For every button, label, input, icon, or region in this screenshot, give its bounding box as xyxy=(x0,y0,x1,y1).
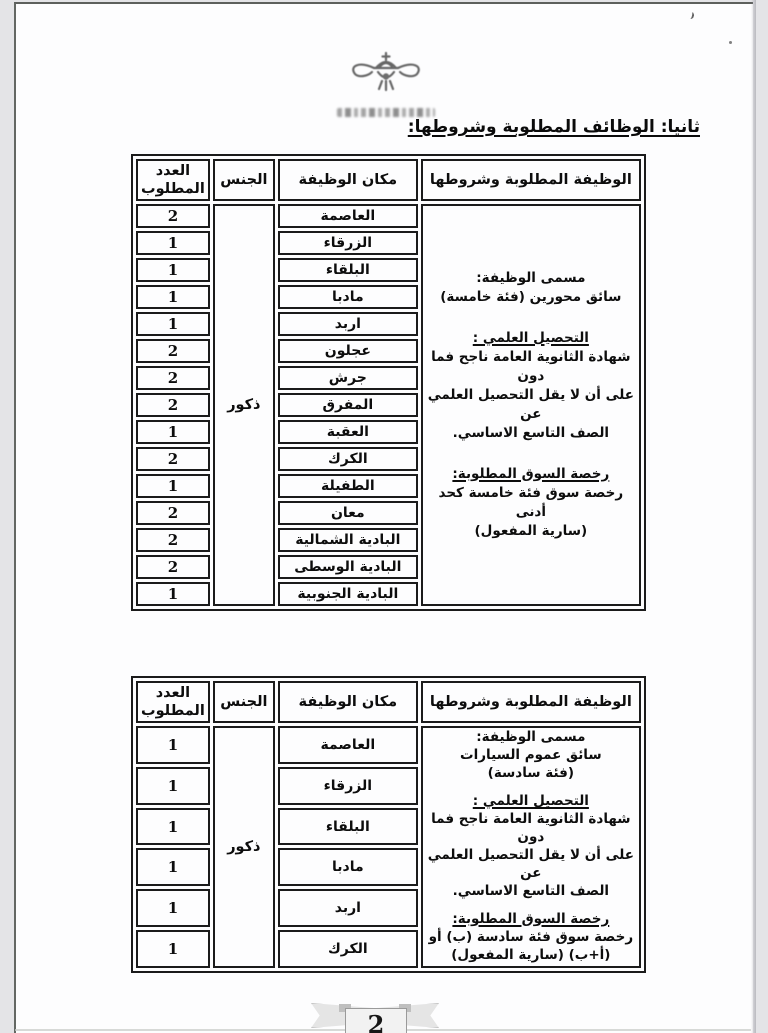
column-header: الوظيفة المطلوبة وشروطها xyxy=(421,681,641,723)
education-label: التحصيل العلمي : xyxy=(472,793,589,810)
location-cell: الطفيلة xyxy=(278,474,418,498)
header-row xyxy=(136,159,641,201)
page-number-ribbon xyxy=(311,1000,439,1033)
column-header: العدد المطلوب xyxy=(136,681,210,723)
gender-cell: ذكور xyxy=(213,726,275,967)
count-cell: 1 xyxy=(136,474,210,498)
location-cell: مادبا xyxy=(278,848,418,886)
education-line: شهادة الثانوية العامة ناجح فما دون xyxy=(431,811,631,846)
column-header: العدد المطلوب xyxy=(136,159,210,201)
column-header: الوظيفة المطلوبة وشروطها xyxy=(421,159,641,201)
location-cell: مادبا xyxy=(278,285,418,309)
location-cell: البادية الجنوبية xyxy=(278,582,418,606)
count-cell: 1 xyxy=(136,312,210,336)
column-header: الجنس xyxy=(213,159,275,201)
location-cell: البلقاء xyxy=(278,258,418,282)
location-cell: اربد xyxy=(278,889,418,927)
location-cell: اربد xyxy=(278,312,418,336)
location-cell: المفرق xyxy=(278,393,418,417)
table-row xyxy=(136,726,641,764)
count-cell: 2 xyxy=(136,339,210,363)
page-title: ثانيا: الوظائف المطلوبة وشروطها: xyxy=(407,117,700,137)
license-label: رخصة السوق المطلوبة: xyxy=(452,465,610,482)
logo-caption-text-blurred xyxy=(337,108,435,117)
location-cell: الزرقاء xyxy=(278,767,418,805)
education-line: شهادة الثانوية العامة ناجح فما دون xyxy=(431,348,631,384)
job-requirements-text xyxy=(426,729,636,964)
license-line: (سارية المفعول) xyxy=(474,523,588,540)
count-cell: 1 xyxy=(136,889,210,927)
count-cell: 1 xyxy=(136,420,210,444)
license-line: رخصة سوق فئة سادسة (ب) أو xyxy=(428,928,634,945)
job-title-line: سائق محورين (فئة خامسة) xyxy=(440,289,622,306)
count-cell: 1 xyxy=(136,231,210,255)
job-requirements-text xyxy=(426,269,636,541)
count-cell: 2 xyxy=(136,204,210,228)
education-label: التحصيل العلمي : xyxy=(472,329,589,346)
location-cell: الكرك xyxy=(278,447,418,471)
education-line: على أن لا يقل التحصيل العلمي عن xyxy=(427,387,634,423)
page-number: 2 xyxy=(367,1010,385,1033)
location-cell: البلقاء xyxy=(278,808,418,846)
table-row xyxy=(136,204,641,228)
page-number-box xyxy=(345,1008,407,1033)
count-cell: 1 xyxy=(136,767,210,805)
column-header: مكان الوظيفة xyxy=(278,681,418,723)
spacer xyxy=(426,783,636,793)
count-cell: 1 xyxy=(136,258,210,282)
education-line: على أن لا يقل التحصيل العلمي عن xyxy=(427,846,634,881)
count-cell: 1 xyxy=(136,808,210,846)
spacer xyxy=(426,444,636,465)
count-cell: 1 xyxy=(136,285,210,309)
spacer xyxy=(426,901,636,911)
spacer xyxy=(426,308,636,329)
jobs-table xyxy=(131,676,646,973)
count-cell: 2 xyxy=(136,555,210,579)
job-requirements-cell xyxy=(421,726,641,967)
education-line: الصف التاسع الاساسي. xyxy=(452,882,610,899)
column-header: الجنس xyxy=(213,681,275,723)
license-label: رخصة السوق المطلوبة: xyxy=(452,910,610,927)
royal-crest-icon xyxy=(338,50,434,102)
column-header: مكان الوظيفة xyxy=(278,159,418,201)
count-cell: 2 xyxy=(136,366,210,390)
location-cell: العاصمة xyxy=(278,204,418,228)
location-cell: الزرقاء xyxy=(278,231,418,255)
job-requirements-cell xyxy=(421,204,641,606)
jobs-table xyxy=(131,154,646,611)
location-cell: الكرك xyxy=(278,930,418,968)
location-cell: العقبة xyxy=(278,420,418,444)
count-cell: 1 xyxy=(136,848,210,886)
count-cell: 2 xyxy=(136,447,210,471)
document-header-logo xyxy=(328,50,444,117)
location-cell: البادية الوسطى xyxy=(278,555,418,579)
job-title-line: (فئة سادسة) xyxy=(487,765,574,782)
location-cell: البادية الشمالية xyxy=(278,528,418,552)
count-cell: 1 xyxy=(136,930,210,968)
job-title-line: سائق عموم السيارات xyxy=(460,747,602,764)
gender-cell: ذكور xyxy=(213,204,275,606)
scan-speck xyxy=(729,41,732,44)
job-title-label: مسمى الوظيفة: xyxy=(476,270,586,287)
license-line: رخصة سوق فئة خامسة كحد أدنى xyxy=(438,484,624,520)
jobs-table-1 xyxy=(131,154,646,611)
license-line: (أ+ب) (سارية المفعول) xyxy=(451,946,611,963)
location-cell: العاصمة xyxy=(278,726,418,764)
count-cell: 2 xyxy=(136,393,210,417)
education-line: الصف التاسع الاساسي. xyxy=(452,425,610,442)
header-row xyxy=(136,681,641,723)
count-cell: 2 xyxy=(136,501,210,525)
count-cell: 1 xyxy=(136,726,210,764)
location-cell: جرش xyxy=(278,366,418,390)
location-cell: عجلون xyxy=(278,339,418,363)
job-title-label: مسمى الوظيفة: xyxy=(476,729,586,746)
count-cell: 2 xyxy=(136,528,210,552)
location-cell: معان xyxy=(278,501,418,525)
scan-edge-shadow-right xyxy=(751,0,756,1033)
count-cell: 1 xyxy=(136,582,210,606)
jobs-table-2 xyxy=(131,676,646,973)
